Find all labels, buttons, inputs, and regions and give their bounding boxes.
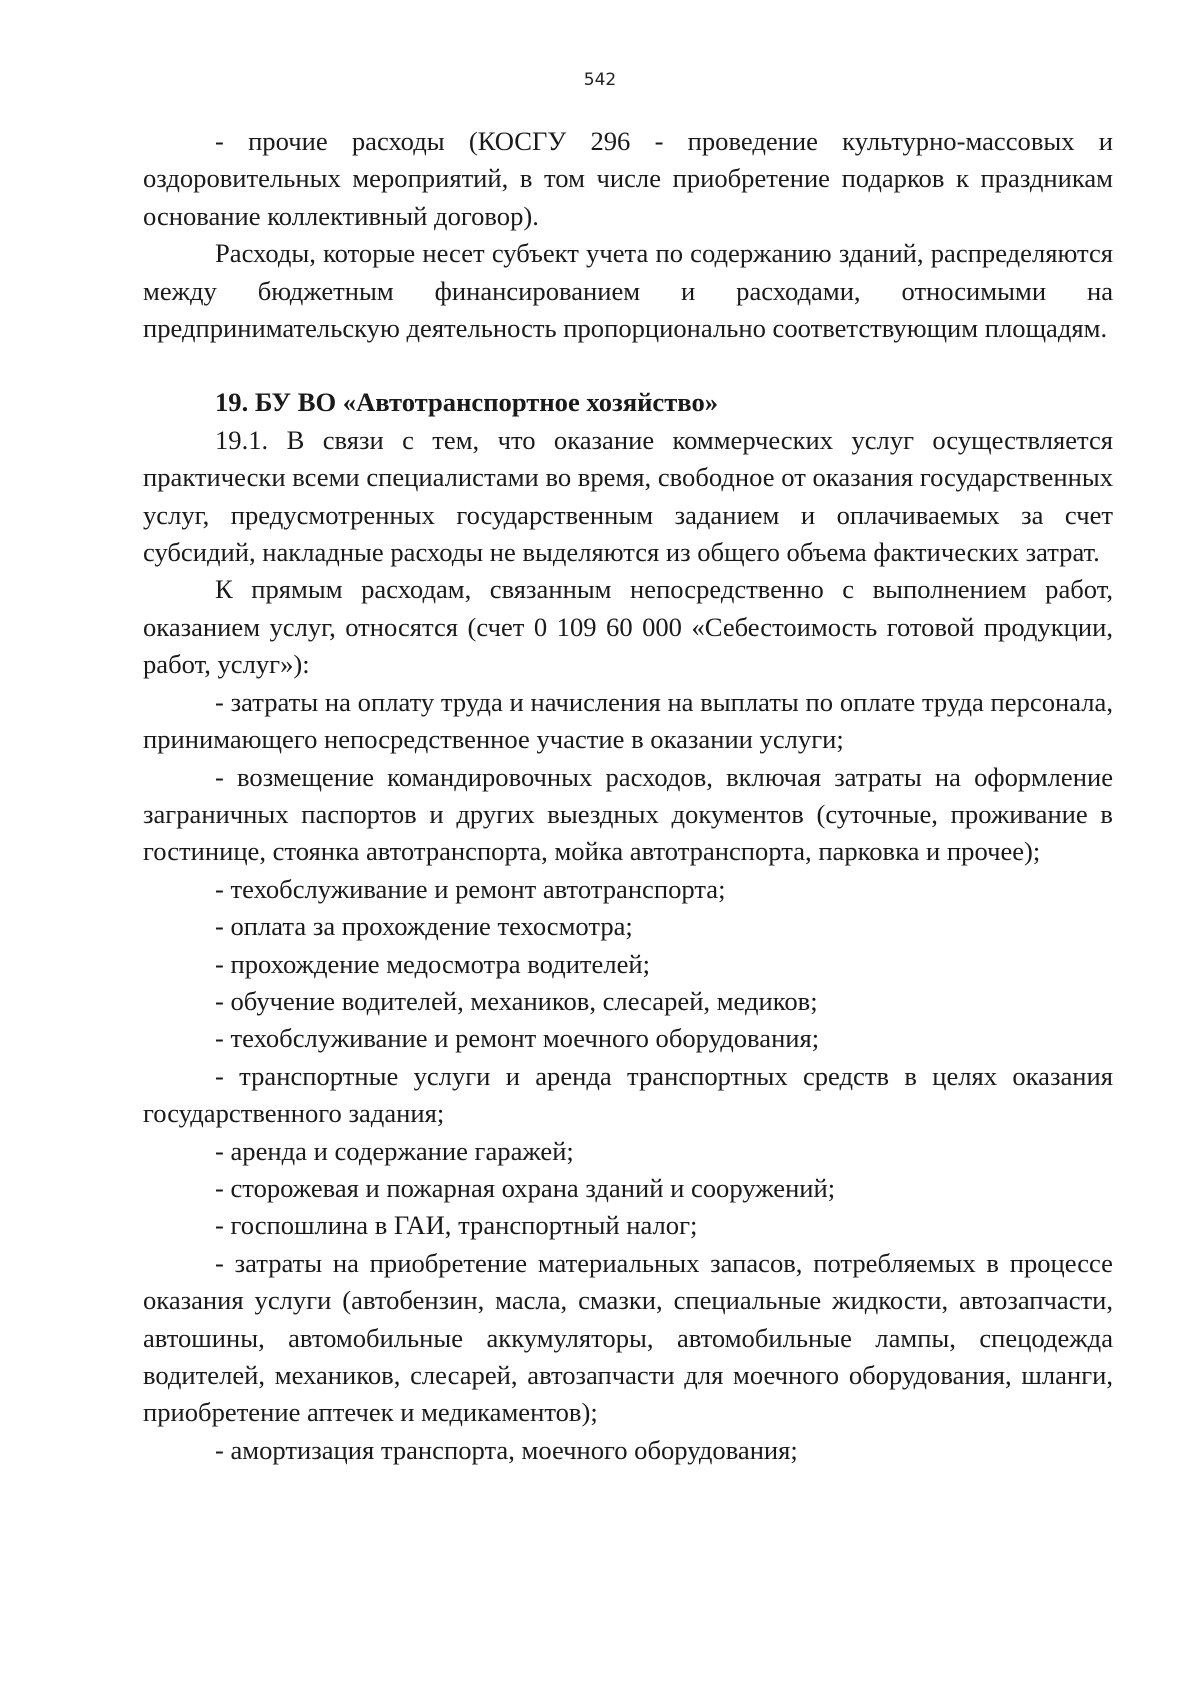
- page-number: 542: [583, 70, 617, 90]
- list-item-transport-services: - транспортные услуги и аренда транспортных средств в целях оказания государственного задания;: [143, 1060, 1113, 1129]
- paragraph-building-costs: Расходы, которые несет субъект учета по содержанию зданий, распределяются между бюджетным финансированием и расходами, относимыми на предпринимательскую деятельность пропорционально соответствующим площадям.: [143, 238, 1113, 344]
- document-body: [143, 123, 1113, 1469]
- list-item-medical-check: - прохождение медосмотра водителей;: [215, 948, 651, 979]
- list-item-labor: - затраты на оплату труда и начисления на выплаты по оплате труда персонала, принимающего непосредственное участие в оказании услуги;: [143, 686, 1113, 755]
- list-item-depreciation: - амортизация транспорта, моечного оборудования;: [215, 1434, 798, 1465]
- paragraph-direct-costs-intro: К прямым расходам, связанным непосредственно с выполнением работ, оказанием услуг, относятся (счет 0 109 60 000 «Себестоимость готовой продукции, работ, услуг»):: [143, 574, 1113, 680]
- list-item-washing-equipment: - техобслуживание и ремонт моечного оборудования;: [215, 1023, 820, 1054]
- paragraph-other-expenses: - прочие расходы (КОСГУ 296 - проведение культурно-массовых и оздоровительных мероприятий, в том числе приобретение подарков к праздникам основание коллективный договор).: [143, 126, 1113, 231]
- section-heading: 19. БУ ВО «Автотранспортное хозяйство»: [215, 387, 719, 418]
- list-item-materials: - затраты на приобретение материальных запасов, потребляемых в процессе оказания услуги (автобензин, масла, смазки, специальные жидкости, автозапчасти, автошины, автомобильные аккумуляторы, автомобильные лампы, спецодежда водителей, механиков, слесарей, автозапчасти для моечного оборудования, шланги, приобретение аптечек и медикаментов);: [143, 1247, 1113, 1428]
- list-item-inspection: - оплата за прохождение техосмотра;: [215, 911, 633, 942]
- list-item-security: - сторожевая и пожарная охрана зданий и сооружений;: [215, 1172, 836, 1203]
- list-item-vehicle-maintenance: - техобслуживание и ремонт автотранспорта;: [215, 873, 726, 904]
- list-item-fees-tax: - госпошлина в ГАИ, транспортный налог;: [215, 1210, 698, 1241]
- list-item-travel: - возмещение командировочных расходов, включая затраты на оформление заграничных паспортов и других выездных документов (суточные, проживание в гостинице, стоянка автотранспорта, мойка автотранспорта, парковка и прочее);: [143, 761, 1113, 867]
- paragraph-overhead: 19.1. В связи с тем, что оказание коммерческих услуг осуществляется практически всеми специалистами во время, свободное от оказания государственных услуг, предусмотренных государственным заданием и оплачиваемых за счет субсидий, накладные расходы не выделяются из общего объема фактических затрат.: [143, 424, 1113, 568]
- list-item-garages: - аренда и содержание гаражей;: [215, 1135, 574, 1166]
- list-item-training: - обучение водителей, механиков, слесарей, медиков;: [215, 985, 818, 1016]
